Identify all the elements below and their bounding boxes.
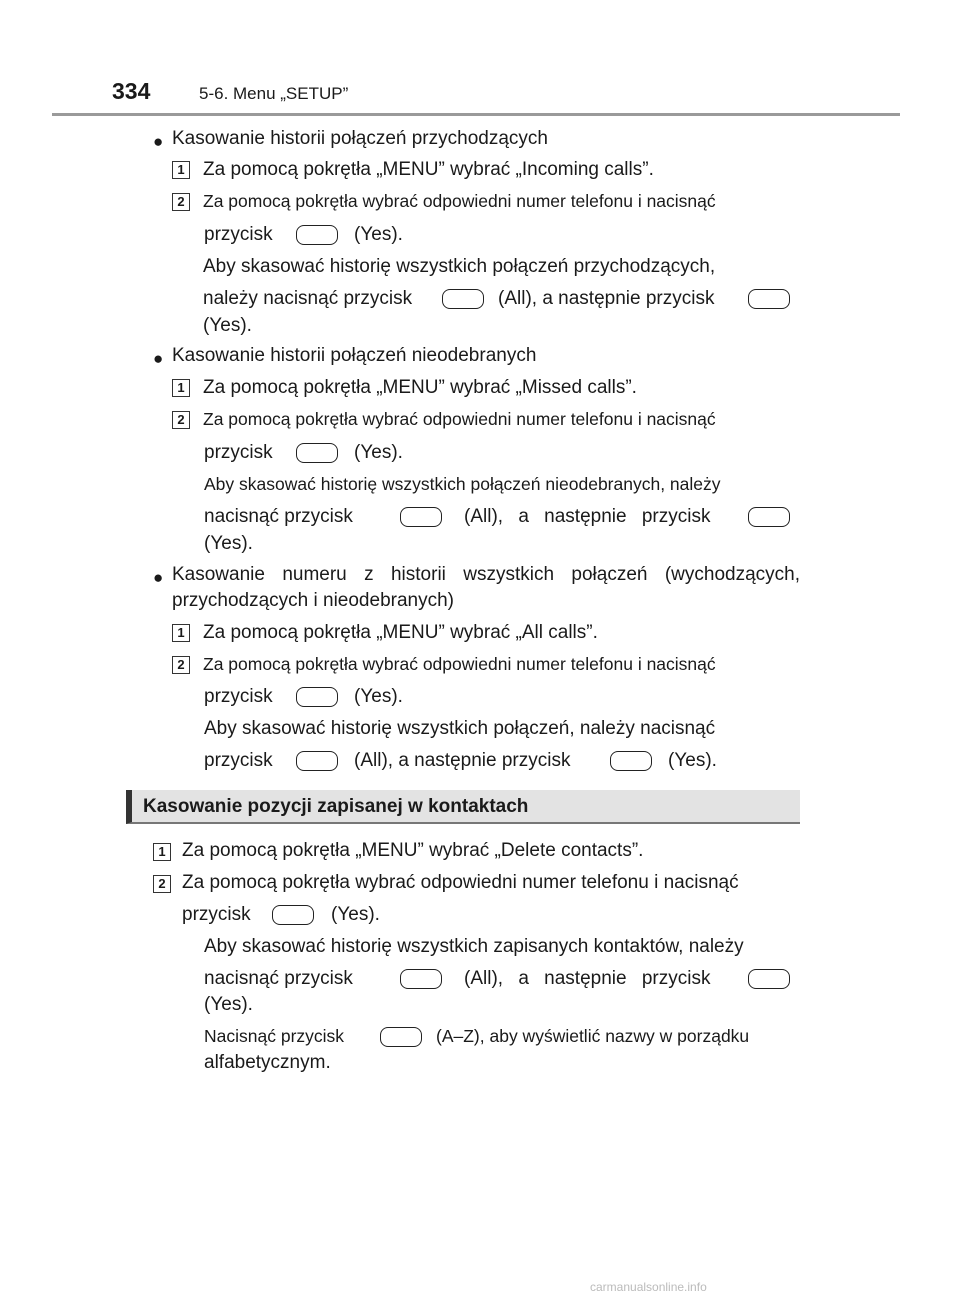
note-text: (A–Z), aby wyświetlić nazwy w porządku bbox=[436, 1026, 750, 1046]
all-button-icon bbox=[400, 969, 442, 989]
yes-button-icon bbox=[610, 751, 652, 771]
step-text: Za pomocą pokrętła wybrać odpowiedni numer telefonu i nacisnąć bbox=[203, 191, 716, 211]
yes-button-icon bbox=[296, 687, 338, 707]
step-text: Za pomocą pokrętła wybrać odpowiedni numer telefonu i nacisnąć bbox=[203, 409, 716, 429]
note-text: Aby skasować historię wszystkich połączeń przychodzących, bbox=[203, 256, 716, 277]
step-text: (Yes). bbox=[354, 442, 403, 463]
step-text: (Yes). bbox=[354, 686, 403, 707]
step-text: przycisk bbox=[204, 686, 273, 707]
note-text: Nacisnąć przycisk bbox=[204, 1026, 345, 1046]
step-number: 2 bbox=[172, 411, 190, 429]
step-text: Za pomocą pokrętła „MENU” wybrać „Incoming calls”. bbox=[203, 159, 654, 180]
step-number: 2 bbox=[172, 656, 190, 674]
step-number: 1 bbox=[172, 379, 190, 397]
step-text: (Yes). bbox=[331, 904, 380, 925]
footer-watermark: carmanualsonline.info bbox=[590, 1280, 707, 1294]
step-text: Za pomocą pokrętła wybrać odpowiedni numer telefonu i nacisnąć bbox=[182, 872, 739, 893]
note-text: przycisk bbox=[204, 750, 273, 771]
step-text: przycisk bbox=[182, 904, 251, 925]
step-text: przycisk bbox=[204, 224, 273, 245]
header-rule bbox=[52, 113, 900, 116]
all-button-icon bbox=[442, 289, 484, 309]
note-text: (Yes). bbox=[204, 994, 253, 1015]
note-text: nacisnąć przycisk bbox=[204, 968, 353, 989]
yes-button-icon bbox=[296, 443, 338, 463]
yes-button-icon bbox=[748, 507, 790, 527]
note-text: należy nacisnąć przycisk bbox=[203, 288, 413, 309]
bullet-heading: Kasowanie numeru z historii wszystkich połączeń (wychodzących, bbox=[172, 564, 800, 585]
note-text: (All), a następnie przycisk bbox=[498, 288, 715, 309]
yes-button-icon bbox=[748, 969, 790, 989]
subsection-heading: Kasowanie pozycji zapisanej w kontaktach bbox=[143, 796, 529, 817]
step-number: 1 bbox=[172, 624, 190, 642]
step-number: 1 bbox=[153, 843, 171, 861]
note-text: (All), a następnie przycisk bbox=[354, 750, 571, 771]
page-number: 334 bbox=[112, 78, 151, 104]
step-text: (Yes). bbox=[354, 224, 403, 245]
note-text: Aby skasować historię wszystkich połączeń, należy nacisnąć bbox=[204, 718, 716, 739]
step-text: Za pomocą pokrętła „MENU” wybrać „Delete contacts”. bbox=[182, 840, 644, 861]
note-text: Aby skasować historię wszystkich zapisanych kontaktów, należy bbox=[204, 936, 744, 957]
step-text: Za pomocą pokrętła „MENU” wybrać „Missed calls”. bbox=[203, 377, 637, 398]
bullet-heading: przychodzących i nieodebranych) bbox=[172, 590, 454, 611]
all-button-icon bbox=[400, 507, 442, 527]
bullet-icon: ● bbox=[153, 132, 164, 151]
note-text: nacisnąć przycisk bbox=[204, 506, 353, 527]
yes-button-icon bbox=[272, 905, 314, 925]
step-text: Za pomocą pokrętła „MENU” wybrać „All calls”. bbox=[203, 622, 598, 643]
step-text: Za pomocą pokrętła wybrać odpowiedni numer telefonu i nacisnąć bbox=[203, 654, 716, 674]
note-text: (All), a następnie przycisk bbox=[464, 506, 711, 527]
a-z-button-icon bbox=[380, 1027, 422, 1047]
bullet-heading: Kasowanie historii połączeń przychodzących bbox=[172, 128, 548, 149]
step-number: 2 bbox=[172, 193, 190, 211]
step-number: 2 bbox=[153, 875, 171, 893]
note-text: alfabetycznym. bbox=[204, 1052, 331, 1073]
bullet-heading: Kasowanie historii połączeń nieodebranych bbox=[172, 345, 537, 366]
bullet-icon: ● bbox=[153, 568, 164, 587]
step-text: przycisk bbox=[204, 442, 273, 463]
section-title: 5-6. Menu „SETUP” bbox=[199, 84, 349, 103]
note-text: (All), a następnie przycisk bbox=[464, 968, 711, 989]
bullet-icon: ● bbox=[153, 349, 164, 368]
yes-button-icon bbox=[296, 225, 338, 245]
note-text: (Yes). bbox=[203, 315, 252, 336]
note-text: (Yes). bbox=[668, 750, 717, 771]
yes-button-icon bbox=[748, 289, 790, 309]
note-text: (Yes). bbox=[204, 533, 253, 554]
step-number: 1 bbox=[172, 161, 190, 179]
all-button-icon bbox=[296, 751, 338, 771]
note-text: Aby skasować historię wszystkich połączeń nieodebranych, należy bbox=[204, 474, 721, 494]
